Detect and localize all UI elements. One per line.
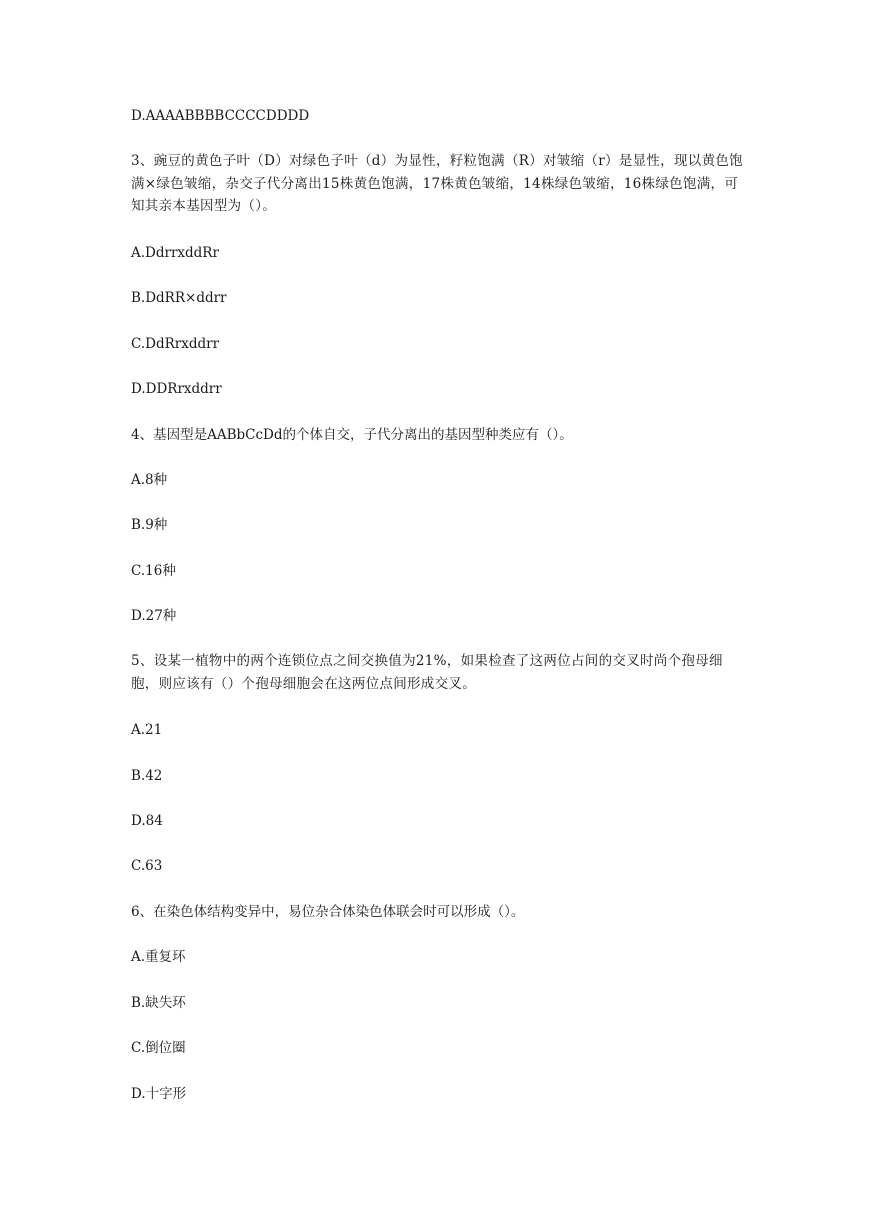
- question-6-option-c: C.倒位圈: [131, 1040, 186, 1056]
- question-6-option-b: B.缺失环: [131, 995, 186, 1011]
- question-3-option-c: C.DdRrxddrr: [131, 336, 220, 352]
- question-3-option-b: B.DdRR×ddrr: [131, 290, 227, 306]
- question-4-option-a: A.8种: [131, 472, 168, 488]
- prev-option-d: D.AAAABBBBCCCCDDDD: [131, 108, 310, 124]
- question-3-option-d: D.DDRrxddrr: [131, 381, 222, 397]
- question-5-option-d: D.84: [131, 813, 163, 829]
- question-5-stem: 5、设某一植物中的两个连锁位点之间交换值为21%，如果检查了这两位占间的交叉时尚个孢母细胞，则应该有（）个孢母细胞会在这两位点间形成交叉。: [131, 653, 723, 692]
- question-6-option-d: D.十字形: [131, 1086, 187, 1102]
- question-6-stem: 6、在染色体结构变异中，易位杂合体染色体联会时可以形成（）。: [131, 904, 525, 920]
- question-3-option-a: A.DdrrxddRr: [131, 245, 219, 261]
- question-4-option-c: C.16种: [131, 563, 176, 579]
- question-5-option-c: C.63: [131, 858, 163, 874]
- question-4-option-d: D.27种: [131, 608, 177, 624]
- question-6-option-a: A.重复环: [131, 949, 186, 965]
- question-5-option-a: A.21: [131, 722, 163, 738]
- question-4-option-b: B.9种: [131, 517, 168, 533]
- question-4-stem: 4、基因型是AABbCcDd的个体自交，子代分离出的基因型种类应有（）。: [131, 427, 573, 443]
- question-5-option-b: B.42: [131, 768, 163, 784]
- question-3-stem: 3、豌豆的黄色子叶（D）对绿色子叶（d）为显性，籽粒饱满（R）对皱缩（r）是显性，现以黄色饱满×绿色皱缩，杂交子代分离出15株黄色饱满，17株黄色皱缩，14株绿色皱缩，16株绿色饱满，可知其亲本基因型为（）。: [131, 153, 743, 214]
